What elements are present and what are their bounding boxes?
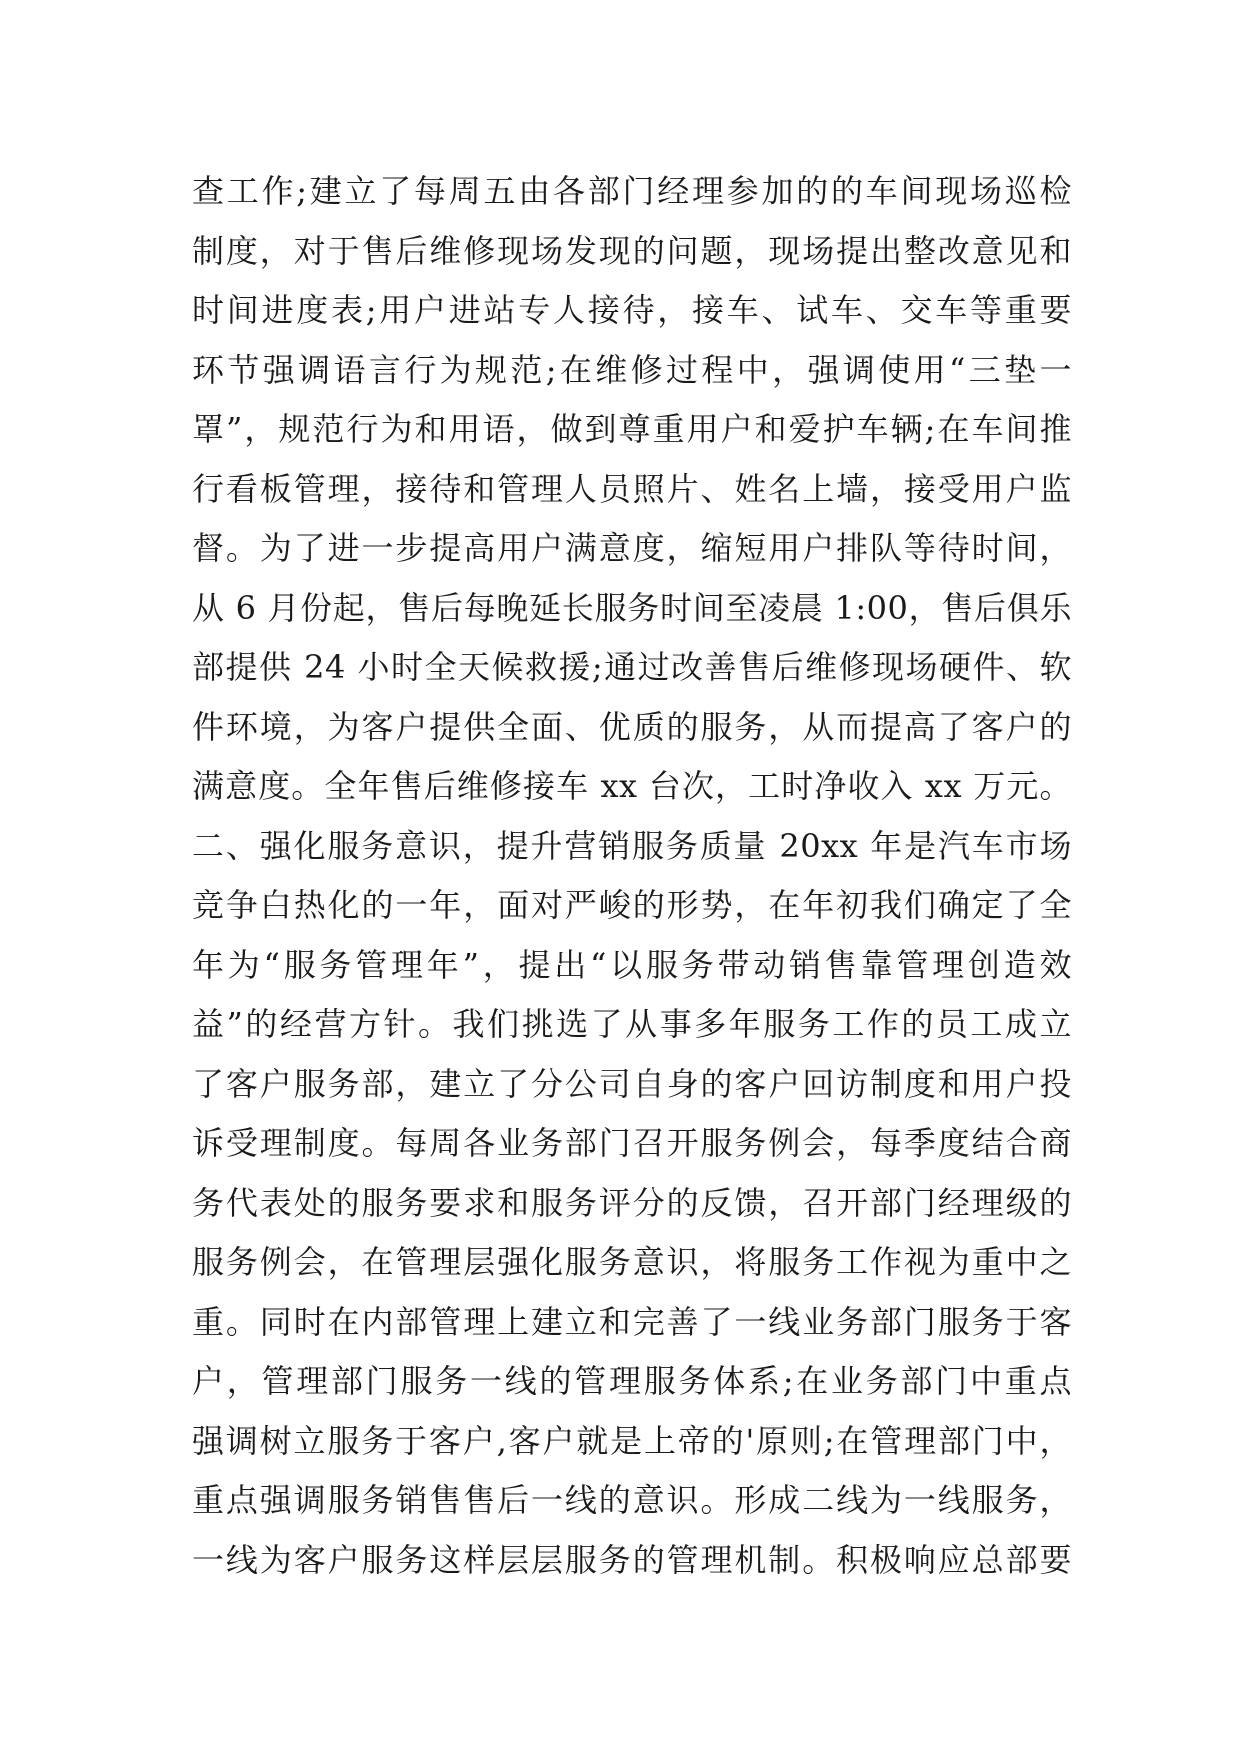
text-line: 重点强调服务销售售后一线的意识。形成二线为一线服务，	[192, 1481, 1072, 1519]
text-line: 了客户服务部，建立了分公司自身的客户回访制度和用户投	[192, 1064, 1072, 1103]
text-line: 竞争白热化的一年，面对严峻的形势，在年初我们确定了全	[192, 886, 1072, 924]
text-line: 二、强化服务意识，提升营销服务质量 20xx 年是汽车市场	[192, 826, 1072, 865]
text-line: 益”的经营方针。我们挑选了从事多年服务工作的员工成立	[192, 1005, 1072, 1043]
text-line: 件环境，为客户提供全面、优质的服务，从而提高了客户的	[192, 707, 1072, 746]
text-line: 督。为了进一步提高用户满意度，缩短用户排队等待时间，	[192, 529, 1072, 567]
text-line: 查工作;建立了每周五由各部门经理参加的的车间现场巡检	[192, 172, 1072, 210]
text-line: 罩”，规范行为和用语，做到尊重用户和爱护车辆;在车间推	[192, 410, 1072, 448]
text-line: 务代表处的服务要求和服务评分的反馈，召开部门经理级的	[192, 1183, 1072, 1222]
text-line: 户，管理部门服务一线的管理服务体系;在业务部门中重点	[192, 1362, 1072, 1400]
text-line: 从 6 月份起，售后每晚延长服务时间至凌晨 1:00，售后俱乐	[192, 588, 1072, 627]
body-text	[192, 162, 1072, 1590]
text-line: 行看板管理，接待和管理人员照片、姓名上墙，接受用户监	[192, 469, 1072, 508]
text-line: 强调树立服务于客户,客户就是上帝的'原则;在管理部门中，	[192, 1421, 1072, 1460]
text-line: 满意度。全年售后维修接车 xx 台次，工时净收入 xx 万元。	[192, 767, 1072, 805]
text-line: 部提供 24 小时全天候救援;通过改善售后维修现场硬件、软	[192, 648, 1072, 686]
text-line: 诉受理制度。每周各业务部门召开服务例会，每季度结合商	[192, 1124, 1072, 1162]
text-line: 环节强调语言行为规范;在维修过程中，强调使用“三垫一	[192, 350, 1072, 389]
text-line: 年为“服务管理年”，提出“以服务带动销售靠管理创造效	[192, 945, 1072, 984]
text-line: 时间进度表;用户进站专人接待，接车、试车、交车等重要	[192, 291, 1072, 329]
text-line: 一线为客户服务这样层层服务的管理机制。积极响应总部要	[192, 1540, 1072, 1579]
text-line: 制度，对于售后维修现场发现的问题，现场提出整改意见和	[192, 231, 1072, 270]
text-line: 重。同时在内部管理上建立和完善了一线业务部门服务于客	[192, 1302, 1072, 1341]
text-line: 服务例会，在管理层强化服务意识，将服务工作视为重中之	[192, 1243, 1072, 1281]
